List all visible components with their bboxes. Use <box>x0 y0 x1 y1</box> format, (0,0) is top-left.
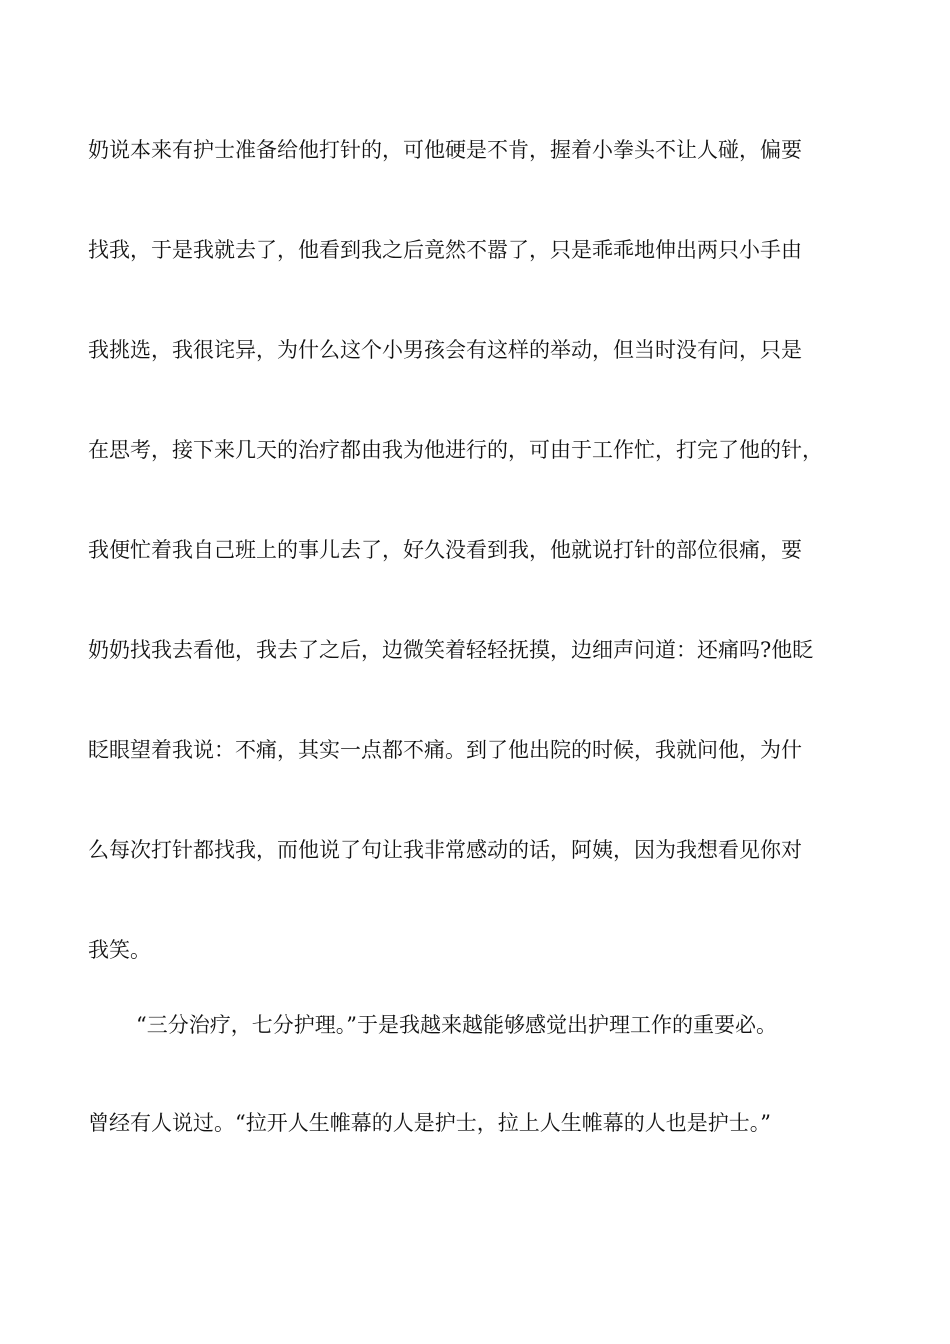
text-line: 曾经有人说过。“拉开人生帷幕的人是护士，拉上人生帷幕的人也是护士。” <box>88 1111 771 1135</box>
text-line: 找我，于是我就去了，他看到我之后竟然不嚣了，只是乖乖地伸出两只小手由 <box>88 238 802 262</box>
text-line: 眨眼望着我说：不痛，其实一点都不痛。到了他出院的时候，我就问他，为什 <box>88 738 802 762</box>
text-line: 我便忙着我自己班上的事儿去了，好久没看到我，他就说打针的部位很痛，要 <box>88 538 802 562</box>
text-line: 奶奶找我去看他，我去了之后，边微笑着轻轻抚摸，边细声问道：还痛吗?他眨 <box>88 638 814 662</box>
text-line: 么每次打针都找我，而他说了句让我非常感动的话，阿姨，因为我想看见你对 <box>88 838 802 862</box>
text-line: 奶说本来有护士准备给他打针的，可他硬是不肯，握着小拳头不让人碰，偏要 <box>88 138 802 162</box>
text-line: 我挑选，我很诧异，为什么这个小男孩会有这样的举动，但当时没有问，只是 <box>88 338 802 362</box>
text-line: 在思考，接下来几天的治疗都由我为他进行的，可由于工作忙，打完了他的针， <box>88 438 823 462</box>
paragraph-first-line: “三分治疗，七分护理。”于是我越来越能够感觉出护理工作的重要必。 <box>136 1013 777 1037</box>
text-line: 我笑。 <box>88 938 151 962</box>
